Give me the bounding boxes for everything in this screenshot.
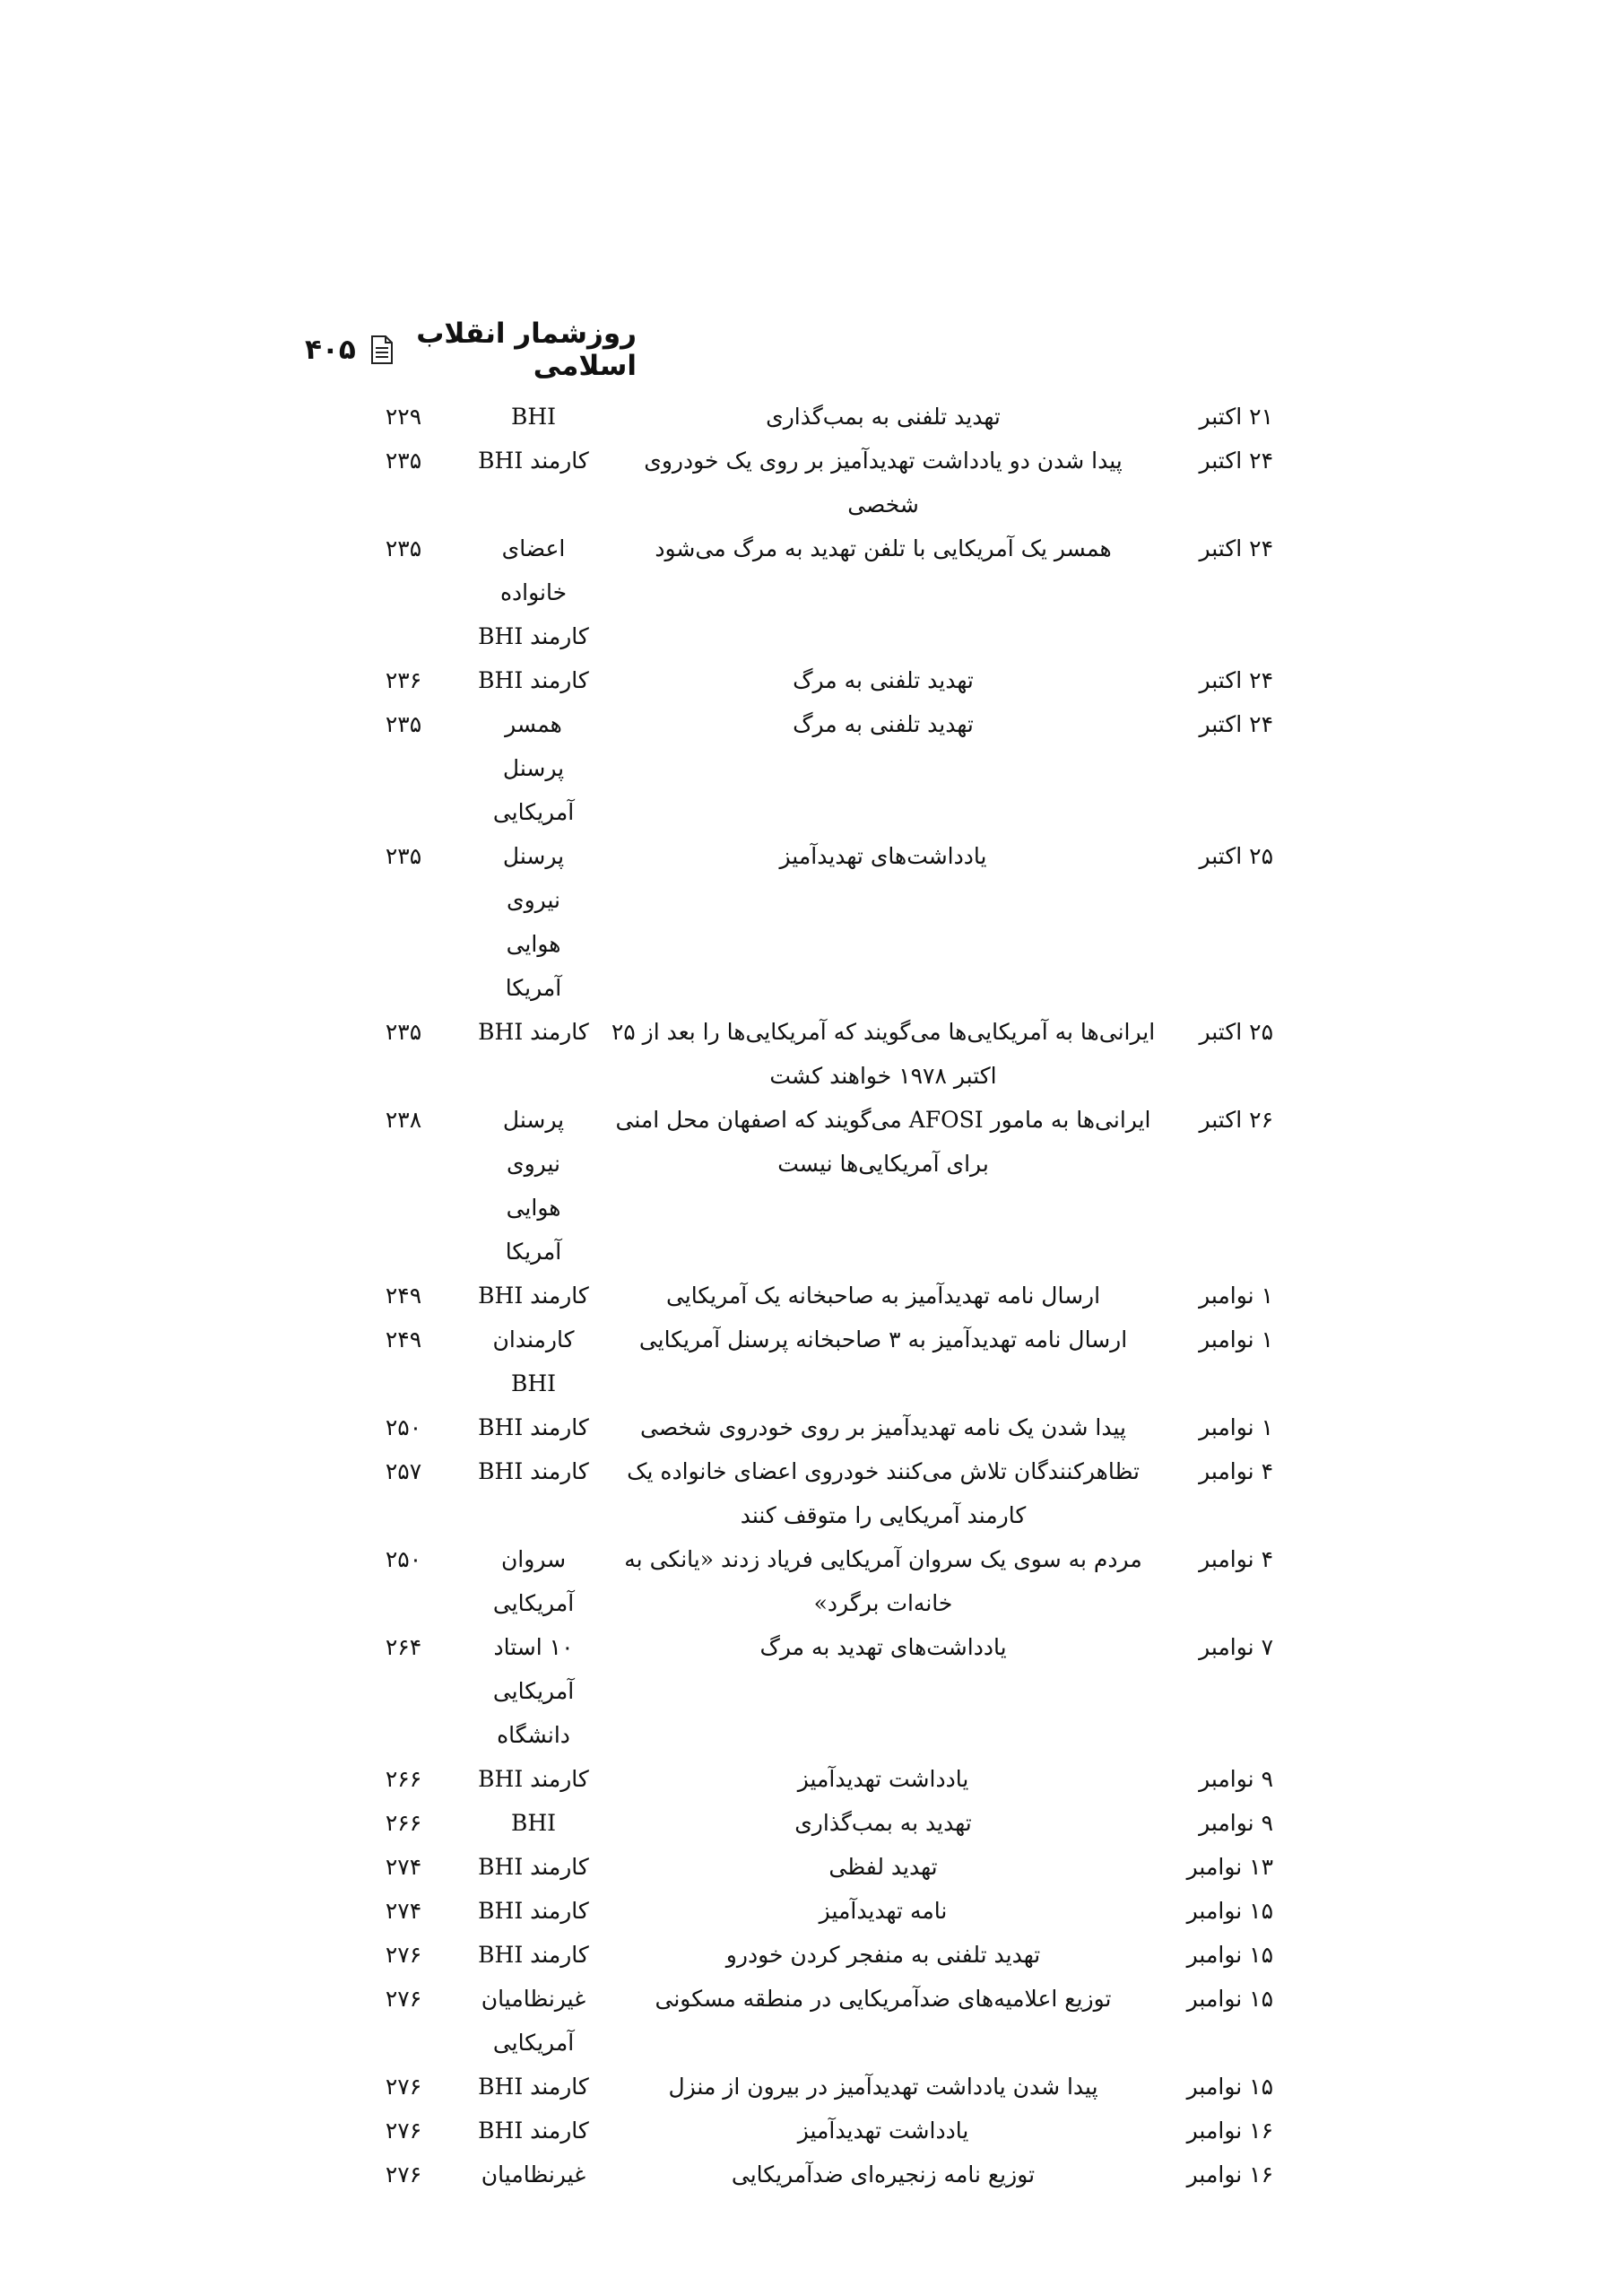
event-date: ۱۵ نوامبر (1186, 1986, 1273, 2012)
event-page-ref: ۲۷۴ (385, 1854, 422, 1880)
event-target: کارمند BHI (478, 1414, 589, 1440)
header-title: روزشمار انقلاب اسلامی (416, 317, 637, 382)
event-date: ۱۵ نوامبر (1186, 2074, 1273, 2100)
event-date: ۱ نوامبر (1199, 1326, 1273, 1352)
event-target: ۱۰ استاد آمریکایی دانشگاه (492, 1634, 575, 1748)
event-description: ایرانی‌ها به آمریکایی‌ها می‌گویند که آمریکایی‌ها را بعد از ۲۵ اکتبر ۱۹۷۸ خواهند کشت (611, 1019, 1156, 1089)
event-target: کارمندان BHI (492, 1326, 575, 1396)
event-target: کارمند BHI (478, 448, 589, 474)
table-row (341, 2065, 1273, 2109)
event-description: یادداشت تهدیدآمیز (797, 2118, 969, 2144)
event-target: کارمند BHI (478, 667, 589, 693)
event-page-ref: ۲۴۹ (385, 1283, 422, 1309)
table-row (341, 395, 1273, 439)
event-target: سروان آمریکایی (492, 1546, 575, 1616)
event-page-ref: ۲۳۵ (385, 448, 422, 474)
event-date: ۱۳ نوامبر (1186, 1854, 1273, 1880)
event-date: ۱۶ نوامبر (1186, 2161, 1273, 2187)
event-date: ۲۴ اکتبر (1199, 448, 1273, 474)
event-description: یادداشت‌های تهدید به مرگ (759, 1634, 1007, 1660)
event-description: تهدید تلفنی به مرگ (793, 667, 974, 693)
event-description: ایرانی‌ها به مامور AFOSI می‌گویند که اصفهان محل امنی برای آمریکایی‌ها نیست (615, 1107, 1151, 1177)
event-date: ۲۶ اکتبر (1199, 1107, 1273, 1133)
table-row (341, 1274, 1273, 1318)
event-target: همسر پرسنل آمریکایی (492, 711, 575, 825)
event-target: کارمند BHI (478, 1766, 589, 1792)
event-description: مردم به سوی یک سروان آمریکایی فریاد زدند «یانکی به خانه‌ات برگرد» (624, 1546, 1142, 1616)
event-date: ۴ نوامبر (1199, 1546, 1273, 1572)
event-page-ref: ۲۵۰ (385, 1546, 422, 1572)
header-page-number: ۴۰۵ (305, 334, 356, 366)
event-date: ۲۵ اکتبر (1199, 843, 1273, 869)
event-date: ۲۱ اکتبر (1199, 404, 1273, 430)
event-page-ref: ۲۶۴ (385, 1634, 422, 1660)
table-row (341, 526, 1273, 658)
event-page-ref: ۲۳۸ (385, 1107, 422, 1133)
event-page-ref: ۲۷۴ (385, 1898, 422, 1924)
event-date: ۴ نوامبر (1199, 1458, 1273, 1484)
event-page-ref: ۲۷۶ (385, 2118, 422, 2144)
event-page-ref: ۲۳۶ (385, 667, 422, 693)
page-header (305, 305, 637, 395)
event-target: غیرنظامیان (481, 2161, 586, 2187)
event-date: ۱ نوامبر (1199, 1414, 1273, 1440)
event-description: یادداشت تهدیدآمیز (797, 1766, 969, 1792)
event-page-ref: ۲۷۶ (385, 1986, 422, 2012)
event-description: ارسال نامه تهدیدآمیز به ۳ صاحبخانه پرسنل آمریکایی (638, 1326, 1128, 1352)
event-page-ref: ۲۳۵ (385, 711, 422, 737)
event-target: BHI (510, 1810, 557, 1836)
event-target: کارمند BHI (478, 2118, 589, 2144)
table-row (341, 1977, 1273, 2065)
event-target: کارمند BHI (478, 1458, 589, 1484)
event-description: تظاهرکنندگان تلاش می‌کنند خودروی اعضای خانواده یک کارمند آمریکایی را متوقف کنند (627, 1458, 1140, 1528)
document-icon (370, 335, 394, 365)
event-description: نامه تهدیدآمیز (819, 1898, 948, 1924)
table-row (341, 1010, 1273, 1098)
event-description: توزیع نامه زنجیره‌ای ضدآمریکایی (731, 2161, 1036, 2187)
event-description: تهدید تلفنی به مرگ (793, 711, 974, 737)
event-target: کارمند BHI (478, 2074, 589, 2100)
table-row (341, 658, 1273, 702)
event-description: پیدا شدن یک نامه تهدیدآمیز بر روی خودروی شخصی (640, 1414, 1126, 1440)
table-row (341, 1625, 1273, 1757)
event-page-ref: ۲۶۶ (385, 1810, 422, 1836)
table-row (341, 439, 1273, 526)
table-row (341, 1449, 1273, 1537)
event-description: توزیع اعلامیه‌های ضدآمریکایی در منطقه مسکونی (655, 1986, 1112, 2012)
table-row (341, 2109, 1273, 2152)
event-description: تهدید لفظی (828, 1854, 938, 1880)
event-page-ref: ۲۵۰ (385, 1414, 422, 1440)
event-date: ۲۵ اکتبر (1199, 1019, 1273, 1045)
event-target: کارمند BHI (478, 1019, 589, 1045)
event-page-ref: ۲۷۶ (385, 2074, 422, 2100)
event-page-ref: ۲۶۶ (385, 1766, 422, 1792)
event-description: ارسال نامه تهدیدآمیز به صاحبخانه یک آمریکایی (665, 1283, 1101, 1309)
event-date: ۹ نوامبر (1199, 1766, 1273, 1792)
event-page-ref: ۲۴۹ (385, 1326, 422, 1352)
event-description: تهدید تلفنی به منفجر کردن خودرو (725, 1942, 1041, 1968)
event-target: غیرنظامیان آمریکایی (481, 1986, 586, 2056)
table-row (341, 834, 1273, 1010)
table-row (341, 1318, 1273, 1405)
table-row (341, 702, 1273, 834)
event-target: کارمند BHI (478, 1942, 589, 1968)
event-date: ۹ نوامبر (1199, 1810, 1273, 1836)
event-description: تهدید تلفنی به بمب‌گذاری (766, 404, 1001, 430)
event-date: ۱ نوامبر (1199, 1283, 1273, 1309)
event-date: ۲۴ اکتبر (1199, 667, 1273, 693)
event-description: پیدا شدن دو یادداشت تهدیدآمیز بر روی یک خودروی شخصی (644, 448, 1123, 517)
table-row (341, 1537, 1273, 1625)
table-row (341, 1098, 1273, 1274)
event-description: یادداشت‌های تهدیدآمیز (779, 843, 987, 869)
event-page-ref: ۲۳۵ (385, 1019, 422, 1045)
events-table (341, 395, 1273, 2196)
event-page-ref: ۲۳۵ (385, 843, 422, 869)
event-target: اعضای خانواده کارمند BHI (478, 535, 589, 649)
event-description: همسر یک آمریکایی با تلفن تهدید به مرگ می‌شود (655, 535, 1112, 561)
event-date: ۷ نوامبر (1199, 1634, 1273, 1660)
event-target: پرسنل نیروی هوایی آمریکا (502, 1107, 565, 1265)
event-page-ref: ۲۳۵ (385, 535, 422, 561)
event-date: ۱۶ نوامبر (1186, 2118, 1273, 2144)
event-page-ref: ۲۲۹ (385, 404, 422, 430)
table-row (341, 2152, 1273, 2196)
event-page-ref: ۲۷۶ (385, 2161, 422, 2187)
event-target: BHI (510, 404, 557, 430)
event-description: تهدید به بمب‌گذاری (794, 1810, 972, 1836)
table-row (341, 1889, 1273, 1933)
table-row (341, 1405, 1273, 1449)
event-date: ۱۵ نوامبر (1186, 1898, 1273, 1924)
table-row (341, 1757, 1273, 1801)
event-target: کارمند BHI (478, 1283, 589, 1309)
event-date: ۲۴ اکتبر (1199, 711, 1273, 737)
event-target: کارمند BHI (478, 1854, 589, 1880)
event-page-ref: ۲۵۷ (385, 1458, 422, 1484)
event-description: پیدا شدن یادداشت تهدیدآمیز در بیرون از منزل (668, 2074, 1098, 2100)
event-page-ref: ۲۷۶ (385, 1942, 422, 1968)
event-target: پرسنل نیروی هوایی آمریکا (502, 843, 565, 1001)
event-date: ۱۵ نوامبر (1186, 1942, 1273, 1968)
table-row (341, 1845, 1273, 1889)
table-row (341, 1933, 1273, 1977)
event-target: کارمند BHI (478, 1898, 589, 1924)
table-row (341, 1801, 1273, 1845)
event-date: ۲۴ اکتبر (1199, 535, 1273, 561)
